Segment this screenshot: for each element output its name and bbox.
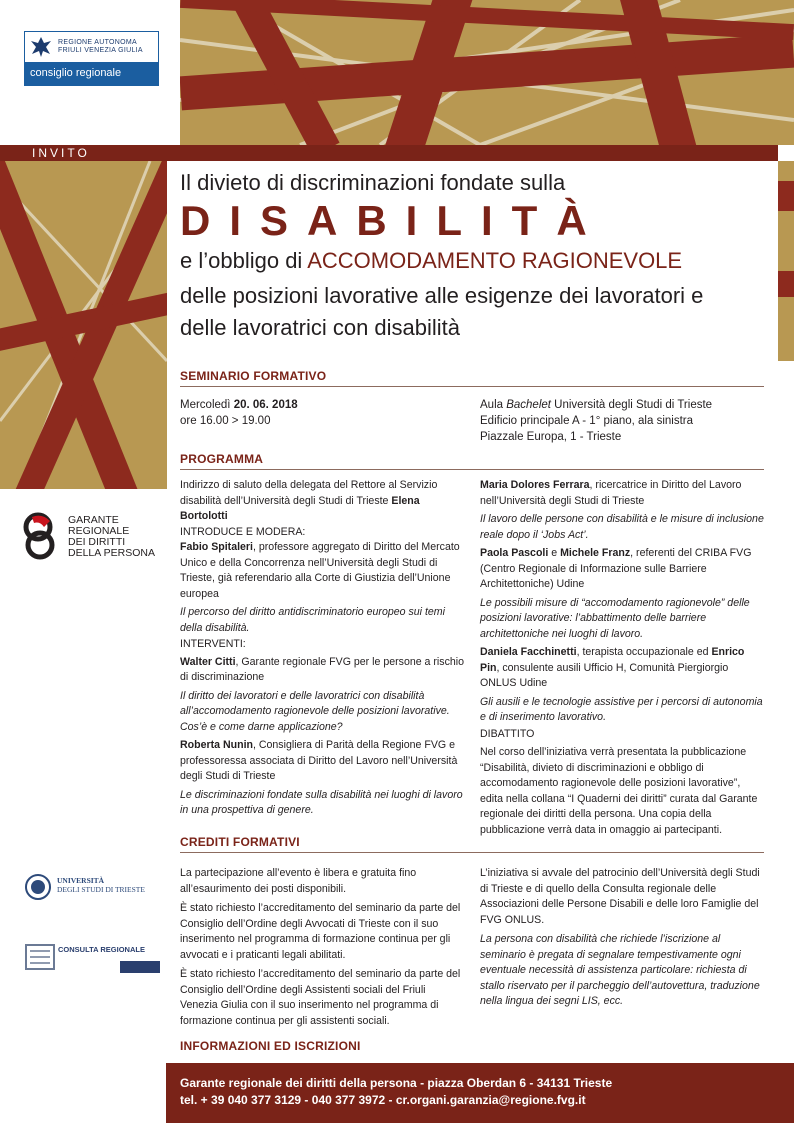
topic-walter <box>180 689 464 736</box>
title-line4: delle posizioni lavorative alle esigenze dei lavoratori e <box>180 283 704 308</box>
footer-address: Garante regionale dei diritti della persona - piazza Oberdan 6 - 34131 Trieste <box>180 1076 613 1090</box>
topic-maria <box>480 512 765 543</box>
steel-beams-edge-image <box>778 161 794 361</box>
speaker-daniela-enrico <box>480 645 765 692</box>
greeting-text: Indirizzo di saluto della delegata del Rettore al Servizio disabilità dell’Università degli Studi di Trieste <box>180 479 438 507</box>
speaker-name: Walter Citti <box>180 655 236 668</box>
garante-emblem-icon <box>22 511 62 561</box>
crediti-p5-text: La persona con disabilità che richiede l’iscrizione al seminario è pregata di segnalare tempestivamente ogni eventuale necessità di assistenza particolare: richiesta di stallo riservato per il parcheggio dell’autovettura, traduzione nella lingua dei segni LIS, ecc. <box>480 933 760 1007</box>
crediti-right-column <box>480 866 765 1010</box>
seminario-aula-line <box>480 397 712 413</box>
programma-rule <box>180 469 764 470</box>
consulta-line1: CONSULTA REGIONALE <box>58 945 145 954</box>
speaker-name: Daniela Facchinetti <box>480 646 577 658</box>
speaker-and: e <box>548 547 561 559</box>
speaker-fabio <box>180 540 464 602</box>
universita-logo <box>24 873 164 901</box>
invito-label: INVITO <box>32 146 90 160</box>
footer-contact-bar <box>166 1063 794 1123</box>
title-line5: delle lavoratrici con disabilità <box>180 315 461 340</box>
crediti-p5 <box>480 932 765 1010</box>
introduce-label: INTRODUCE E MODERA: <box>180 525 306 538</box>
topic-text: Il percorso del diritto antidiscriminatorio europeo sui temi della disabilità. <box>180 606 445 634</box>
topic-fabio <box>180 605 464 636</box>
speaker-maria <box>480 478 765 509</box>
closing-note: Nel corso dell’iniziativa verrà presentata la pubblicazione “Disabilità, divieto di discriminazioni e obbligo di accomodamento ragionevole delle posizioni lavorative”, edita nella collana “I Quaderni dei diritti” curata dal Garante regionale dei diritti della persona. Una copia della pubblicazione verrà data in omaggio ai partecipanti. <box>480 746 758 836</box>
garante-line1: GARANTE <box>68 514 119 526</box>
seminario-date: 20. 06. 2018 <box>233 399 298 411</box>
logo-consiglio-label: consiglio regionale <box>25 62 158 85</box>
programma-left-column <box>180 478 464 819</box>
topic-text: Il diritto dei lavoratori e delle lavoratrici con disabilità all’accomodamento ragionevole delle posizioni lavorative. Cos’è e come darne applicazione? <box>180 689 450 733</box>
garante-logo <box>22 511 162 563</box>
speaker-desc-2: , consulente ausili Ufficio H, Comunità Piergiorgio ONLUS Udine <box>480 661 729 689</box>
title-line3-prefix: e l’obbligo di <box>180 248 308 273</box>
invito-bar <box>0 145 778 161</box>
header-photo <box>180 0 794 145</box>
topic-daniela <box>480 695 765 726</box>
programma-heading: PROGRAMMA <box>180 452 264 466</box>
side-photo <box>0 161 167 489</box>
speaker-name-2: Enrico Pin <box>480 646 745 674</box>
consulta-logo <box>24 941 162 975</box>
seminario-building: Edificio principale A - 1° piano, ala sinistra <box>480 415 693 427</box>
garante-line4: DELLA PERSONA <box>68 547 155 559</box>
topic-text: Gli ausili e le tecnologie assistive per i percorsi di autonomia e di inserimento lavorativo. <box>480 695 763 723</box>
crediti-p1: La partecipazione all’evento è libera e gratuita fino all’esaurimento dei posti disponibili. <box>180 867 417 895</box>
side-photo-right <box>778 161 794 361</box>
logo-line1: REGIONE AUTONOMA <box>58 39 137 46</box>
topic-paola <box>480 596 765 643</box>
speaker-roberta <box>180 738 464 785</box>
seminario-time: ore 16.00 > 19.00 <box>180 415 271 427</box>
speaker-name: Roberta Nunin <box>180 739 253 751</box>
garante-text <box>68 515 155 559</box>
greeting-name: Elena Bortolotti <box>180 494 420 522</box>
title-line3 <box>180 246 682 276</box>
speaker-desc: , terapista occupazionale ed <box>576 646 712 658</box>
speaker-desc: , referenti del CRIBA FVG (Centro Regionale di Informazione sulle Barriere Architettoniche) Udine <box>480 547 752 590</box>
title-line1: Il divieto di discriminazioni fondate sulla <box>180 170 566 195</box>
aula-suffix: Università degli Studi di Trieste <box>550 399 713 411</box>
crediti-p2: È stato richiesto l’accreditamento del seminario da parte del Consiglio dell’Ordine degli Avvocati di Trieste con il suo inserimento nel programma di formazione continua per gli avvocati e i praticanti legali abilitati. <box>180 902 461 961</box>
logo-header <box>25 32 158 62</box>
topic-text: Le discriminazioni fondate sulla disabilità nei luoghi di lavoro in una prospettiva di genere. <box>180 788 463 816</box>
consulta-emblem-icon <box>24 941 56 973</box>
title-lines-4-5 <box>180 280 740 344</box>
seminario-location <box>480 397 712 445</box>
consiglio-regionale-logo <box>24 31 159 86</box>
seminario-rule <box>180 386 764 387</box>
dibattito-label: DIBATTITO <box>480 727 535 740</box>
garante-line3: DEI DIRITTI <box>68 536 126 548</box>
consulta-badge-icon <box>120 961 160 973</box>
garante-line2: REGIONALE <box>68 525 130 537</box>
speaker-desc: , Consigliera di Parità della Regione FVG e professoressa associata di Diritto del Lavoro nell’Università degli Studi di Trieste <box>180 739 458 782</box>
topic-text: Le possibili misure di “accomodamento ragionevole” delle posizioni lavorative: l’abbattimento delle barriere architettoniche nei luoghi di lavoro. <box>480 596 750 640</box>
topic-roberta <box>180 788 464 819</box>
crediti-p3: È stato richiesto l’accreditamento del seminario da parte del Consiglio dell’Ordine degli Assistenti sociali del Friuli Venezia Giulia con il suo inserimento nel programma di formazione continua per gli assistenti sociali. <box>180 968 461 1027</box>
speaker-name: Maria Dolores Ferrara <box>480 479 590 491</box>
seminario-day: Mercoledì <box>180 399 234 411</box>
crediti-left-column <box>180 866 464 1029</box>
interventi-label: INTERVENTI: <box>180 638 246 650</box>
eagle-icon <box>28 34 54 60</box>
topic-text: Il lavoro delle persone con disabilità e le misure di inclusione reale dopo il ‘Jobs Act’. <box>480 513 764 541</box>
steel-beams-image <box>180 0 794 145</box>
logo-line2: FRIULI VENEZIA GIULIA <box>58 47 143 54</box>
consulta-text <box>58 945 145 954</box>
aula-name: Bachelet <box>506 399 551 411</box>
seminario-date-line <box>180 397 298 413</box>
informazioni-heading: INFORMAZIONI ED ISCRIZIONI <box>180 1039 361 1053</box>
greeting <box>180 478 464 525</box>
seminario-datetime <box>180 397 298 429</box>
title-disabilita: DISABILITÀ <box>180 197 606 244</box>
university-seal-icon <box>24 873 52 901</box>
speaker-desc: , ricercatrice in Diritto del Lavoro nell’Università degli Studi di Trieste <box>480 479 742 507</box>
speaker-paola-michele <box>480 546 765 593</box>
univ-line2: DEGLI STUDI DI TRIESTE <box>57 885 145 894</box>
crediti-heading: CREDITI FORMATIVI <box>180 835 300 849</box>
univ-text <box>57 876 145 894</box>
speaker-name: Fabio Spitaleri <box>180 541 253 553</box>
programma-right-column <box>480 478 765 838</box>
title-accomodamento: ACCOMODAMENTO RAGIONEVOLE <box>307 248 683 273</box>
univ-line1: UNIVERSITÀ <box>57 876 105 885</box>
speaker-desc: , Garante regionale FVG per le persone a rischio di discriminazione <box>180 655 465 683</box>
seminario-heading: SEMINARIO FORMATIVO <box>180 369 327 383</box>
speaker-desc: , professore aggregato di Diritto del Mercato Unico e della Concorrenza nell’Università degli Studi di Trieste, già referendario alla Corte di Giustizia dell’Unione europea <box>180 541 460 600</box>
steel-beams-side-image <box>0 161 167 489</box>
speaker-name: Paola Pascoli <box>480 547 549 559</box>
speaker-name-2: Michele Franz <box>560 547 631 559</box>
footer-contacts[interactable]: tel. + 39 040 377 3129 - 040 377 3972 - cr.organi.garanzia@regione.fvg.it <box>180 1093 586 1107</box>
crediti-rule <box>180 852 764 853</box>
speaker-walter <box>180 655 464 686</box>
seminario-address: Piazzale Europa, 1 - Trieste <box>480 431 622 443</box>
aula-prefix: Aula <box>480 399 507 411</box>
logo-text <box>54 39 143 55</box>
crediti-p4: L’iniziativa si avvale del patrocinio dell’Università degli Studi di Trieste e di quello della Consulta regionale delle Associazioni delle Persone Disabili e delle loro Famiglie del FVG ONLUS. <box>480 867 760 926</box>
